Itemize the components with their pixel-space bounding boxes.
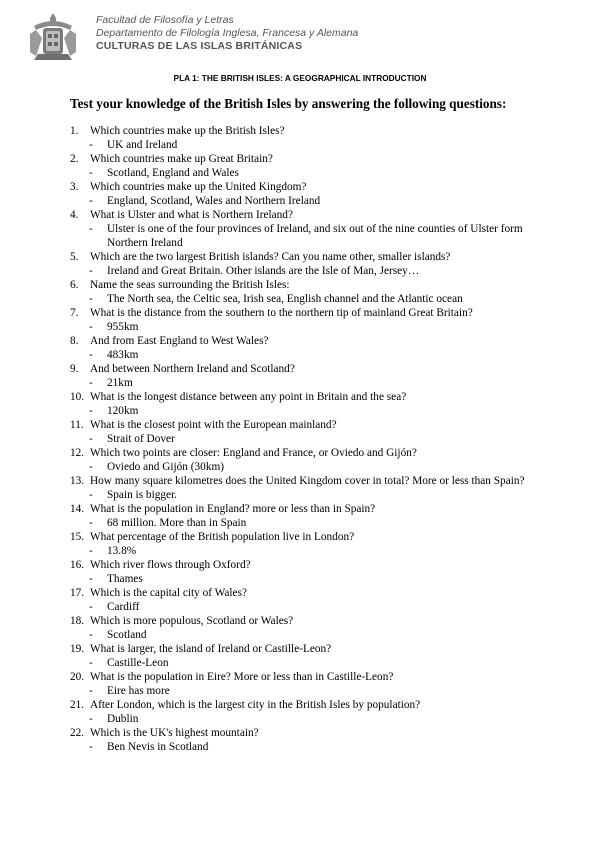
answer-text: 13.8%	[107, 545, 137, 557]
question-text: How many square kilometres does the United Kingdom cover in total? More or less than Spain?	[90, 475, 525, 487]
answer	[70, 712, 530, 726]
answer-text: Ben Nevis in Scotland	[107, 741, 209, 753]
course-name: CULTURAS DE LAS ISLAS BRITÁNICAS	[96, 40, 303, 52]
answer-dash: -	[89, 321, 93, 333]
question	[70, 726, 530, 740]
question-text: What percentage of the British population live in London?	[90, 531, 355, 543]
answer-dash: -	[89, 601, 93, 613]
answer-text: Ireland and Great Britain. Other islands are the Isle of Man, Jersey…	[107, 265, 420, 277]
answer	[70, 488, 530, 502]
answer-text: Castille-Leon	[107, 657, 169, 669]
question-text: And between Northern Ireland and Scotland?	[90, 363, 295, 375]
question-text: Name the seas surrounding the British Isles:	[90, 279, 290, 291]
question-text: And from East England to West Wales?	[90, 335, 269, 347]
answer	[70, 376, 530, 390]
answer-dash: -	[89, 657, 93, 669]
question	[70, 152, 530, 166]
answer-text: Dublin	[107, 713, 139, 725]
question-number: 14.	[70, 503, 85, 515]
answer	[70, 740, 530, 754]
answer-dash: -	[89, 713, 93, 725]
question	[70, 502, 530, 516]
answer-dash: -	[89, 517, 93, 529]
question	[70, 278, 530, 292]
question-text: Which is more populous, Scotland or Wales?	[90, 615, 294, 627]
answer-dash: -	[89, 741, 93, 753]
answer	[70, 166, 530, 180]
answer	[70, 348, 530, 362]
question	[70, 208, 530, 222]
answer	[70, 600, 530, 614]
answer-dash: -	[89, 377, 93, 389]
answer-dash: -	[89, 293, 93, 305]
question-text: Which two points are closer: England and France, or Oviedo and Gijón?	[90, 447, 417, 459]
department-name: Departamento de Filología Inglesa, Francesa y Alemana	[96, 27, 359, 39]
answer	[70, 516, 530, 530]
question-number: 21.	[70, 699, 85, 711]
question-number: 20.	[70, 671, 85, 683]
answer-text: England, Scotland, Wales and Northern Ireland	[107, 195, 321, 207]
question	[70, 180, 530, 194]
answer-text: UK and Ireland	[107, 139, 178, 151]
question	[70, 698, 530, 712]
question-list	[70, 124, 530, 754]
question	[70, 334, 530, 348]
answer-dash: -	[89, 629, 93, 641]
answer-text: 955km	[107, 321, 139, 333]
answer-dash: -	[89, 195, 93, 207]
answer-text: Scotland, England and Wales	[107, 167, 239, 179]
question-text: Which is the UK's highest mountain?	[90, 727, 259, 739]
question-number: 7.	[70, 307, 79, 319]
question-text: What is the closest point with the European mainland?	[90, 419, 337, 431]
answer-dash: -	[89, 349, 93, 361]
question-text: Which is the capital city of Wales?	[90, 587, 247, 599]
question-text: Which countries make up Great Britain?	[90, 153, 273, 165]
answer-dash: -	[89, 405, 93, 417]
answer-dash: -	[89, 167, 93, 179]
answer	[70, 684, 530, 698]
question-text: Which are the two largest British islands? Can you name other, smaller islands?	[90, 251, 451, 263]
question-number: 5.	[70, 251, 79, 263]
question-number: 3.	[70, 181, 79, 193]
question-number: 12.	[70, 447, 85, 459]
question-number: 10.	[70, 391, 85, 403]
question-number: 4.	[70, 209, 79, 221]
question-text: What is the population in England? more or less than in Spain?	[90, 503, 376, 515]
answer-dash: -	[89, 265, 93, 277]
answer-text: The North sea, the Celtic sea, Irish sea, English channel and the Atlantic ocean	[107, 293, 463, 305]
document-title: PLA 1: THE BRITISH ISLES: A GEOGRAPHICAL INTRODUCTION	[173, 73, 427, 83]
question	[70, 446, 530, 460]
question-text: Which countries make up the British Isles?	[90, 125, 285, 137]
university-crest-icon	[26, 12, 80, 62]
answer-dash: -	[89, 223, 93, 235]
answer	[70, 628, 530, 642]
answer-text: 21km	[107, 377, 133, 389]
answer-dash: -	[89, 573, 93, 585]
question-text: What is the distance from the southern to the northern tip of mainland Great Britain?	[90, 307, 473, 319]
answer-text: Thames	[107, 573, 143, 585]
answer-text: Strait of Dover	[107, 433, 175, 445]
question-text: What is the longest distance between any point in Britain and the sea?	[90, 391, 407, 403]
question	[70, 586, 530, 600]
question-number: 8.	[70, 335, 79, 347]
answer	[70, 656, 530, 670]
answer-text: Cardiff	[107, 601, 140, 613]
answer	[70, 572, 530, 586]
question-text: Which countries make up the United Kingdom?	[90, 181, 307, 193]
question-number: 9.	[70, 363, 79, 375]
answer-text: Ulster is one of the four provinces of Ireland, and six out of the nine counties of Ulster form Northern Ireland	[107, 223, 523, 249]
answer	[70, 194, 530, 208]
question-text: What is larger, the island of Ireland or Castille-Leon?	[90, 643, 332, 655]
question	[70, 362, 530, 376]
question-number: 1.	[70, 125, 79, 137]
question-number: 13.	[70, 475, 85, 487]
question	[70, 306, 530, 320]
question-text: What is Ulster and what is Northern Ireland?	[90, 209, 293, 221]
answer	[70, 264, 530, 278]
question	[70, 642, 530, 656]
answer-dash: -	[89, 461, 93, 473]
question-number: 15.	[70, 531, 85, 543]
answer	[70, 432, 530, 446]
question-number: 22.	[70, 727, 85, 739]
answer	[70, 544, 530, 558]
question-number: 17.	[70, 587, 85, 599]
answer-text: 483km	[107, 349, 139, 361]
question	[70, 250, 530, 264]
answer	[70, 404, 530, 418]
question	[70, 614, 530, 628]
answer-text: Spain is bigger.	[107, 489, 177, 501]
answer-dash: -	[89, 489, 93, 501]
answer-text: 120km	[107, 405, 139, 417]
answer-dash: -	[89, 139, 93, 151]
answer	[70, 138, 530, 152]
answer	[70, 292, 530, 306]
question	[70, 124, 530, 138]
instructions: Test your knowledge of the British Isles by answering the following questions:	[70, 96, 507, 111]
letterhead	[26, 12, 426, 66]
question-number: 16.	[70, 559, 85, 571]
answer-dash: -	[89, 433, 93, 445]
question-text: Which river flows through Oxford?	[90, 559, 251, 571]
answer-text: Scotland	[107, 629, 147, 641]
answer-text: Oviedo and Gijón (30km)	[107, 461, 225, 473]
question	[70, 474, 530, 488]
question	[70, 670, 530, 684]
question-number: 18.	[70, 615, 85, 627]
answer-text: Eire has more	[107, 685, 170, 697]
question-number: 2.	[70, 153, 79, 165]
question	[70, 530, 530, 544]
question-number: 6.	[70, 279, 79, 291]
answer-dash: -	[89, 545, 93, 557]
question-number: 19.	[70, 643, 85, 655]
answer-dash: -	[89, 685, 93, 697]
answer	[70, 460, 530, 474]
question-number: 11.	[70, 419, 84, 431]
question	[70, 418, 530, 432]
answer-text: 68 million. More than in Spain	[107, 517, 247, 529]
question-text: What is the population in Eire? More or less than in Castille-Leon?	[90, 671, 394, 683]
faculty-name: Facultad de Filosofía y Letras	[96, 14, 234, 26]
question	[70, 558, 530, 572]
question-text: After London, which is the largest city in the British Isles by population?	[90, 699, 421, 711]
answer	[70, 320, 530, 334]
answer	[70, 222, 530, 250]
question	[70, 390, 530, 404]
